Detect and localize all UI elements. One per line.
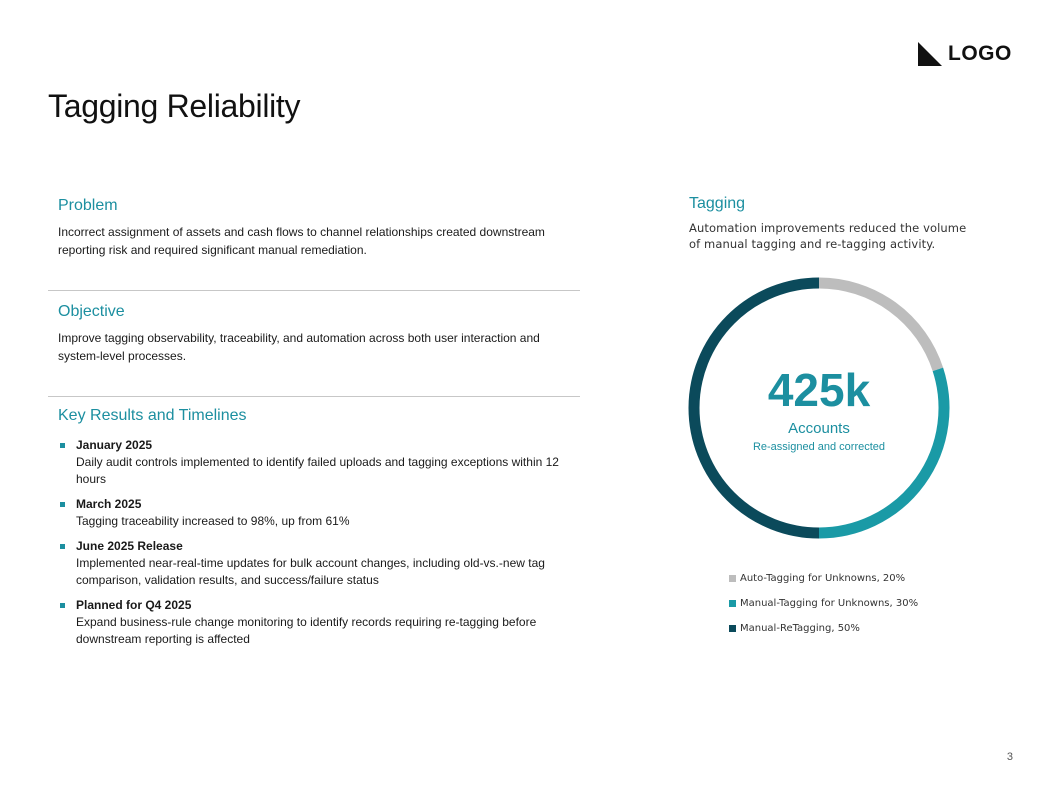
legend-swatch-icon — [729, 575, 736, 582]
section-divider — [48, 290, 580, 291]
problem-heading: Problem — [58, 197, 118, 214]
bullet-icon — [60, 443, 65, 448]
key-result-item — [58, 437, 561, 488]
legend-label: Manual-Tagging for Unknowns, 30% — [740, 598, 919, 609]
problem-section — [48, 197, 580, 259]
problem-text: Incorrect assignment of assets and cash flows to channel relationships created downstream reporting risk and required significant manual remediation. — [58, 225, 545, 257]
key-result-title: Planned for Q4 2025 — [76, 598, 192, 612]
chart-legend — [729, 566, 918, 641]
legend-item — [729, 591, 918, 616]
objective-text: Improve tagging observability, traceability, and automation across both user interaction and system-level processes. — [58, 331, 540, 363]
center-value: 425k — [767, 364, 871, 416]
page-number: 3 — [1006, 751, 1013, 763]
section-divider — [48, 396, 580, 397]
legend-label: Manual-ReTagging, 50% — [740, 623, 860, 634]
page-title: Tagging Reliability — [48, 88, 301, 124]
legend-item — [729, 616, 918, 641]
key-result-desc: Tagging traceability increased to 98%, up from 61% — [76, 514, 350, 528]
logo-text: LOGO — [948, 42, 1012, 65]
key-result-item — [58, 496, 561, 530]
key-results-list — [58, 437, 580, 648]
objective-section — [48, 303, 580, 365]
key-result-title: January 2025 — [76, 438, 153, 452]
legend-swatch-icon — [729, 625, 736, 632]
center-sublabel: Re-assigned and corrected — [752, 441, 886, 453]
key-results-section — [48, 407, 580, 656]
objective-heading: Objective — [58, 303, 125, 320]
bullet-icon — [60, 502, 65, 507]
key-results-heading: Key Results and Timelines — [58, 407, 247, 424]
legend-item — [729, 566, 918, 591]
tagging-heading: Tagging — [689, 195, 746, 212]
logo-mark-icon — [918, 42, 942, 66]
center-label: Accounts — [788, 420, 850, 437]
key-result-item — [58, 538, 561, 589]
key-result-desc: Daily audit controls implemented to identify failed uploads and tagging exceptions within 12 hours — [76, 455, 559, 486]
tagging-header — [689, 195, 979, 252]
bullet-icon — [60, 544, 65, 549]
logo — [918, 42, 1012, 66]
legend-label: Auto-Tagging for Unknowns, 20% — [740, 573, 906, 584]
legend-swatch-icon — [729, 600, 736, 607]
key-result-item — [58, 597, 561, 648]
donut-slice-auto-tagging-for-unknowns — [819, 283, 938, 369]
key-result-desc: Implemented near-real-time updates for bulk account changes, including old-vs.-new tag comparison, validation results, and success/failure status — [76, 556, 545, 587]
key-result-title: March 2025 — [76, 497, 142, 511]
key-result-title: June 2025 Release — [76, 539, 183, 553]
bullet-icon — [60, 603, 65, 608]
tagging-description: Automation improvements reduced the volume of manual tagging and re-tagging activity. — [689, 221, 967, 251]
key-result-desc: Expand business-rule change monitoring to identify records requiring re-tagging before downstream reporting is affected — [76, 615, 537, 646]
